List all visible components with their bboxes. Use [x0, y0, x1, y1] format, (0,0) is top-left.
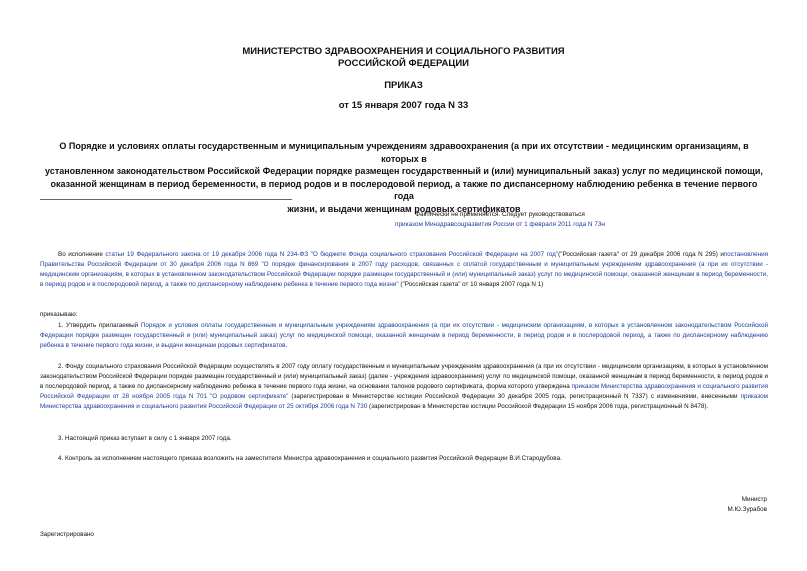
title-line-4: жизни, и выдачи женщинам родовых сертификатов — [287, 203, 521, 214]
preamble-text-1: Во исполнение — [58, 251, 106, 258]
registered-label: Зарегистрировано — [40, 531, 94, 538]
document-date: от 15 января 2007 года N 33 — [338, 100, 469, 111]
law-article-link[interactable]: статьи 19 Федерального закона от 19 декабря 2006 года N 234-ФЗ "О бюджете Фонда социального страхования Российской Федерации на 2007 год" — [105, 251, 559, 258]
status-note-link[interactable]: приказом Минздравсоцразвития России от 1 февраля 2011 года N 73н — [395, 221, 605, 228]
item-2-text-3: (зарегистрирован в Министерстве юстиции Российской Федерации 15 ноября 2006 года, регистрационный N 8478). — [367, 403, 709, 410]
ministry-line-1: МИНИСТЕРСТВО ЗДРАВООХРАНЕНИЯ И СОЦИАЛЬНОГО РАЗВИТИЯ — [242, 46, 565, 57]
preamble-paragraph — [40, 250, 768, 290]
preamble-text-2: ("Российская газета" от 29 декабря 2006 года N 295) и — [558, 251, 724, 258]
item-2-paragraph — [40, 362, 768, 412]
order-word: приказываю: — [40, 311, 78, 318]
signature-name: М.Ю.Зурабов — [727, 506, 767, 513]
status-note-text: Фактически не применяется. Следует руководствоваться — [415, 211, 585, 218]
item-2-text-1: 2. Фонду социального страхования Российской Федерации осуществлять в 2007 году оплату государственным и муниципальным учреждениям здравоохранения (а при их отсутствии - медицинским организациям, в которых в установленном законодательством Российской Федерации порядке размещен государственный и (или) муниципальный заказ) (далее - учреждения здравоохранения) услуг по медицинской помощи, оказанной женщинам в период беременности, в период родов и в послеродовой период, а также по диспансерному наблюдению ребенка в течение первого года жизни, на основании талонов родового сертификата, форма которого утверждена — [40, 363, 768, 390]
separator-line — [40, 199, 292, 200]
title-line-2: установленном законодательством Российской Федерации порядке размещен государственный и (или) муниципальный заказ) услуг по медицинской помощи, — [45, 166, 763, 176]
amendment-order-link[interactable]: приказом Министерства здравоохранения и социального развития Российской Федерации от 25 октября 2006 года N 730 — [40, 393, 768, 410]
signature-position: Министр — [741, 496, 767, 503]
item-4-text: 4. Контроль за исполнением настоящего приказа возложить на заместителя Министра здравоохранения и социального развития Российской Федерации В.И.Стародубова. — [58, 455, 562, 462]
birth-certificate-order-link[interactable]: приказом Министерства здравоохранения и социального развития Российской Федерации от 28 ноября 2005 года N 701 "О родовом сертификате" — [40, 383, 768, 400]
signature-block — [728, 495, 767, 515]
item-1-text: 1. Утвердить прилагаемый — [58, 322, 141, 329]
item-1-end: . — [285, 342, 288, 349]
government-decree-link[interactable]: постановления Правительства Российской Федерации от 30 декабря 2006 года N 869 "О порядке финансирования в 2007 году расходов, связанных с оплатой государственным и муниципальным учреждениям здравоохранения (а при их отсутствии - медицинским организациям, в которых в установленном законодательством Российской Федерации порядке размещен государственный и (или) муниципальный заказ) услуг по медицинской помощи, оказанной женщинам в период беременности, в период родов и в послеродовой период, а также по диспансерному наблюдению ребенка в течение первого года жизни" — [40, 251, 769, 288]
item-3-paragraph — [40, 434, 768, 444]
title-line-3: оказанной женщинам в период беременности, в период родов и в послеродовой период, а также по диспансерному наблюдению ребенка в течение первого года — [50, 178, 758, 201]
title-line-1: О Порядке и условиях оплаты государственным и муниципальным учреждениям здравоохранения (а при их отсутствии - медицинским организациям, в которых в — [59, 141, 749, 164]
preamble-text-3: ("Российская газета" от 10 января 2007 года N 1) — [398, 281, 544, 288]
item-2-text-2: (зарегистрирован в Министерстве юстиции Российской Федерации 30 декабря 2005 года, регистрационный N 7337) с изменениями, внесенными — [288, 393, 741, 400]
item-4-paragraph — [40, 454, 768, 464]
status-note — [240, 210, 760, 230]
item-3-text: 3. Настоящий приказ вступает в силу с 1 января 2007 года. — [58, 435, 232, 442]
item-1-paragraph — [40, 321, 768, 351]
procedure-link[interactable]: Порядок и условия оплаты государственным и муниципальным учреждениям здравоохранения (а при их отсутствии - медицинским организациям, в которых в установленном законодательством Российской Федерации порядке размещен государственный и (или) муниципальный заказ) услуг по медицинской помощи, оказанной женщинам в период беременности, в период родов и в послеродовой период, а также по диспансерному наблюдению ребенка в течение первого года жизни, и выдачи женщинам родовых сертификатов — [40, 322, 768, 349]
ministry-line-2: РОССИЙСКОЙ ФЕДЕРАЦИИ — [337, 58, 469, 69]
document-type: ПРИКАЗ — [384, 80, 423, 91]
document-title — [44, 140, 764, 215]
ministry-name — [0, 46, 807, 70]
